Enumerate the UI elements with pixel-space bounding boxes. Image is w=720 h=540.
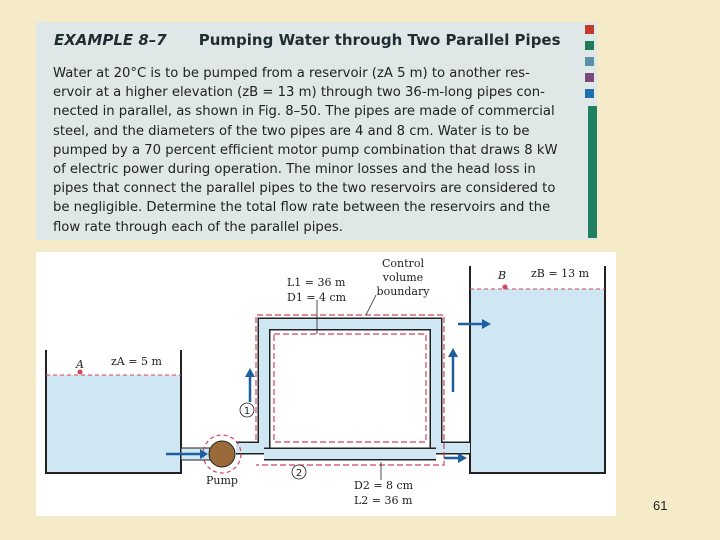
label-cv-line2: volume <box>382 271 424 284</box>
label-pipe2-diameter: D2 = 8 cm <box>354 479 414 492</box>
pump-body <box>209 441 235 467</box>
mark-square <box>585 25 594 34</box>
label-cv-line1: Control <box>382 257 424 270</box>
example-label: EXAMPLE 8–7 <box>54 31 167 49</box>
statement-line: pipes that connect the parallel pipes to the two reservoirs are considered to <box>53 181 556 197</box>
flow-arrow-head <box>448 348 458 357</box>
figure-8-50 <box>36 252 616 516</box>
label-pipe1-diameter: D1 = 4 cm <box>287 291 347 304</box>
reservoir-b-water <box>470 289 605 472</box>
example-title <box>54 31 574 49</box>
statement-line: of electric power during operation. The minor losses and the head loss in <box>53 162 536 178</box>
label-elev-a: zA = 5 m <box>111 355 162 368</box>
control-volume-boundary-inner <box>274 334 426 442</box>
reservoir-a-water <box>46 375 181 472</box>
label-pipe1-length: L1 = 36 m <box>287 276 346 289</box>
statement-line: flow rate through each of the parallel pipes. <box>53 219 343 235</box>
label-pump: Pump <box>206 474 238 487</box>
mark-square <box>585 57 594 66</box>
label-pipe2-length: L2 = 36 m <box>354 494 413 507</box>
statement-line: pumped by a 70 percent efficient motor pump combination that draws 8 kW <box>53 142 558 158</box>
label-point-a: A <box>76 358 84 371</box>
example-box <box>36 22 597 240</box>
page-number: 61 <box>653 498 668 513</box>
pipe1-marker: 1 <box>243 406 251 417</box>
label-elev-b: zB = 13 m <box>531 267 590 280</box>
point-b-marker <box>503 285 508 290</box>
statement-line: nected in parallel, as shown in Fig. 8–50. The pipes are made of commercial <box>53 104 555 120</box>
mark-square <box>585 41 594 50</box>
example-heading: Pumping Water through Two Parallel Pipes <box>198 31 561 49</box>
pipe2-marker: 2 <box>295 468 303 479</box>
cv-pointer <box>366 295 376 315</box>
parallel-pipes-diagram <box>36 252 616 516</box>
statement-line: be negligible. Determine the total flow rate between the reservoirs and the <box>53 200 551 216</box>
label-point-b: B <box>498 269 507 282</box>
mark-square <box>585 73 594 82</box>
side-green-bar <box>588 106 597 238</box>
mark-square <box>585 89 594 98</box>
statement-line: Water at 20°C is to be pumped from a reservoir (zA 5 m) to another res- <box>53 66 530 81</box>
flow-arrow-head <box>245 368 255 377</box>
statement-line: ervoir at a higher elevation (zB = 13 m) through two 36-m-long pipes con- <box>53 85 545 101</box>
pipe-network-inner <box>236 324 470 448</box>
label-cv-line3: boundary <box>376 285 430 298</box>
statement-line: steel, and the diameters of the two pipes are 4 and 8 cm. Water is to be <box>53 123 530 139</box>
problem-statement <box>53 64 577 237</box>
